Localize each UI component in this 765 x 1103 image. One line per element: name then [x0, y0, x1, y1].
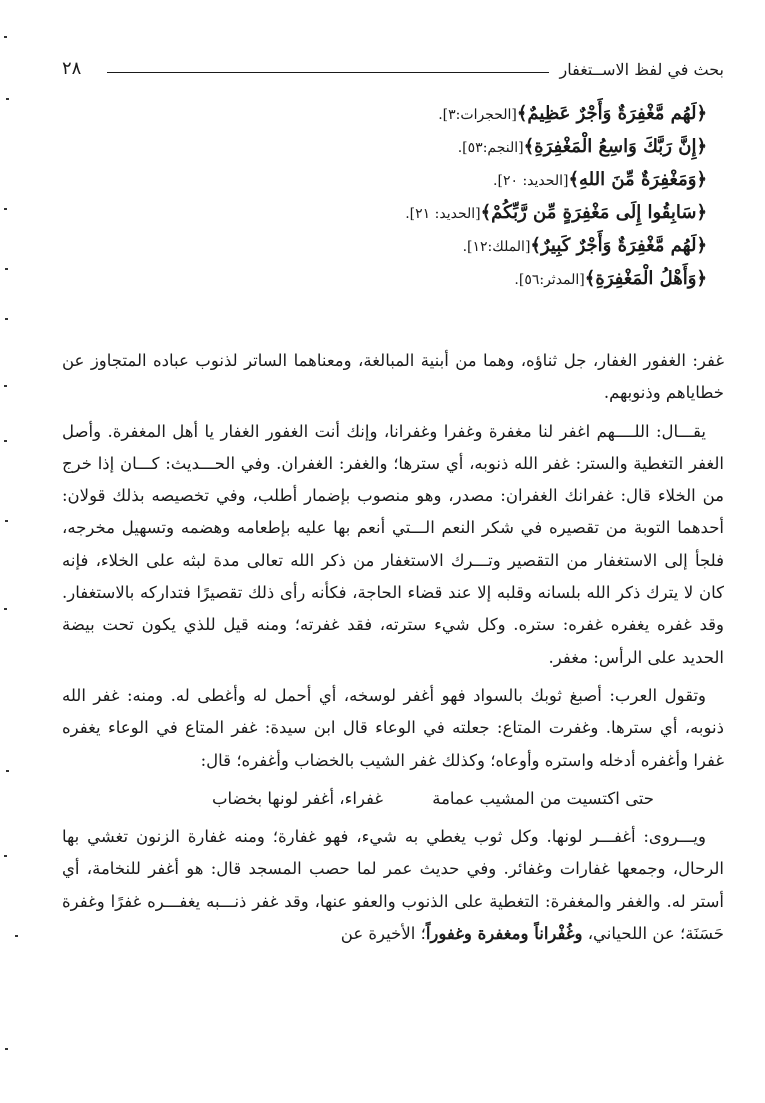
body-text	[62, 345, 724, 956]
scan-speck	[4, 608, 7, 610]
scan-speck	[5, 318, 8, 320]
verse-reference: [المدثر:٥٦].	[514, 272, 585, 288]
verse-text: ﴿سَابِقُوا إِلَى مَغْفِرَةٍ مِّن رَّبِّكُمْ﴾	[480, 202, 707, 223]
header-rule	[107, 72, 549, 73]
paragraph-arab-saying: وتقول العرب: أصبغ ثوبك بالسواد فهو أغفر لوسخه، أي أحمل له وأغطى له. ومنه: غفر الله ذنوبه، أي سترها. وغفرت المتاع: جعلته في الوعاء قال ابن سيدة: غفر المتاع في الوعاء يغفره غفرا وأغفره أدخله واستره وأوعاه؛ وكذلك غفر الشيب بالخضاب وأغفره؛ قال:	[62, 685, 724, 770]
paragraph-usage: يقـــال: اللــــهم اغفر لنا مغفرة وغفرا وغفرانا، وإنك أنت الغفور الغفار يا أهل المغفرة. وأصل الغفر التغطية والستر: غفر الله ذنوبه، أي سترها؛ والغفر: الغفران. وفي الحـــديث: كـــان إذا خرج من الخلاء قال: غفرانك الغفران: مصدر، وهو منصوب بإضمار أطلب، وفي تخصيصه بذلك قولان: أحدهما التوبة من تقصيره في شكر النعم الـــتي أنعم بها عليه بإطعامه وهضمه وتسهيل مخرجه، فلجأ إلى الاستغفار من التقصير وتـــرك الاستغفار من ذكر الله تعالى مدة لبثه على الخلاء، فإنه كان لا يترك ذكر الله بلسانه وقلبه إلا عند قضاء الحاجة، فكأنه رأى ذلك تقصيرًا فتداركه بالاستغفار. وقد غفره يغفره غفره: ستره. وكل شيء سترته، فقد غفرته؛ ومنه قيل للذي يكون تحت بيضة الحديد على الرأس: مغفر.	[62, 421, 724, 667]
verse-line	[227, 130, 707, 163]
running-header	[62, 60, 724, 82]
verse-text: ﴿إِنَّ رَبَّكَ وَاسِعُ الْمَغْفِرَةِ﴾	[523, 136, 707, 157]
paragraph-definition: غفر: الغفور الغفار، جل ثناؤه، وهما من أبنية المبالغة، ومعناهما الساتر لذنوب عباده المتجاوز عن خطاياهم وذنوبهم.	[62, 351, 724, 403]
scan-speck	[5, 268, 8, 270]
verse-line	[227, 97, 707, 130]
scan-speck	[6, 770, 9, 772]
verse-reference: [الحديد: ٢١].	[405, 206, 481, 222]
scan-speck	[4, 855, 7, 857]
poem-first-hemistich: حتى اكتسيت من المشيب عمامة	[432, 788, 654, 808]
header-title: بحث في لفظ الاســتغفار	[559, 60, 724, 79]
scan-speck	[4, 440, 7, 442]
scan-speck	[5, 1048, 8, 1050]
scan-speck	[15, 935, 18, 937]
verse-text: ﴿وَأَهْلُ الْمَغْفِرَةِ﴾	[584, 268, 707, 289]
verse-reference: [النجم:٥٣].	[457, 140, 524, 156]
scan-speck	[4, 385, 7, 387]
paragraph-narration-end: ؛ الأخيرة عن	[340, 924, 426, 944]
verse-reference: [الحديد: ٢٠].	[493, 173, 569, 189]
scan-speck	[6, 98, 9, 100]
verse-text: ﴿وَمَغْفِرَةٌ مِّنَ اللهِ﴾	[568, 169, 707, 190]
poem-verse	[62, 783, 724, 815]
verse-text: ﴿لَهُم مَّغْفِرَةٌ وَأَجْرٌ كَبِيرٌ﴾	[530, 235, 707, 256]
verse-reference: [الحجرات:٣].	[438, 107, 517, 123]
paragraph-narration-emphasis: وغُفْراناً ومغفرة وغفوراً	[425, 924, 583, 944]
verse-line	[227, 163, 707, 196]
verse-line	[227, 262, 707, 295]
paragraph-narration-start: ويـــروى: أغفـــر لونها. وكل ثوب يغطي به شيء، فهو غفارة؛ ومنه غفارة الزنون تغشي بها الرحال، وجمعها غفارات وغفائر. وفي حديث عمر لما حصب المسجد قال: هو أغفر للنخامة، أي أستر له. والغفر والمغفرة: التغطية على الذنوب والعفو عنها، وقد غفر ذنـــبه يغفـــره غفرًا وغفرة حَسَنَة؛ عن اللحياني،	[62, 827, 724, 944]
verse-list	[227, 97, 707, 295]
paragraph-narration	[62, 821, 724, 950]
poem-second-hemistich: غفراء، أغفر لونها بخضاب	[212, 788, 384, 808]
verse-line	[227, 229, 707, 262]
verse-text: ﴿لَهُم مَّغْفِرَةٌ وَأَجْرٌ عَظِيمٌ﴾	[516, 103, 707, 124]
scan-speck	[4, 208, 7, 210]
page-number: ٢٨	[62, 58, 82, 79]
scan-speck	[5, 520, 8, 522]
scan-speck	[4, 36, 7, 38]
verse-reference: [الملك:١٢].	[462, 239, 531, 255]
verse-line	[227, 196, 707, 229]
